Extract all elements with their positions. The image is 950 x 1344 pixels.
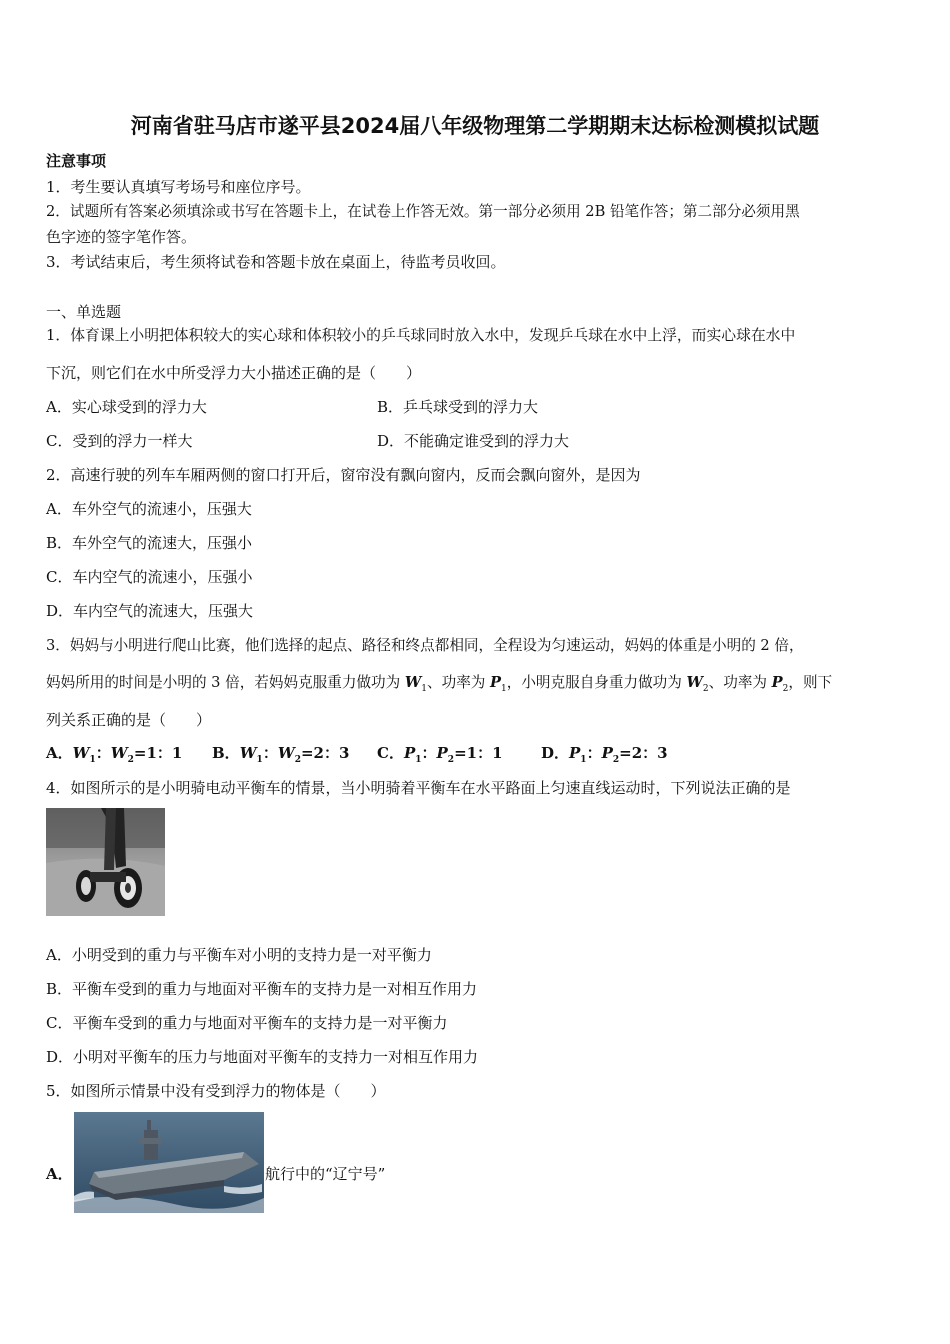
balance-scooter-photo	[46, 808, 165, 916]
question-5-stem: 5．如图所示情景中没有受到浮力的物体是（ ）	[46, 1082, 386, 1100]
question-2-option-a: A．车外空气的流速小，压强大	[46, 500, 252, 518]
question-1-option-a: A．实心球受到的浮力大	[46, 398, 207, 416]
question-3-stem: 列关系正确的是（ ）	[46, 711, 212, 729]
question-2-option-d: D．车内空气的流速大，压强大	[46, 602, 254, 620]
question-2-option-b: B．车外空气的流速大，压强小	[46, 534, 253, 552]
question-3-option-a: A．$W_1$：$W_2=1$：1	[46, 744, 183, 765]
question-1-option-b: B．乒乓球受到的浮力大	[377, 398, 539, 416]
question-2-option-c: C．车内空气的流速小，压强小	[46, 568, 253, 586]
exam-title: 河南省驻马店市遂平县2024届八年级物理第二学期期末达标检测模拟试题	[130, 114, 820, 138]
question-1-stem: 下沉，则它们在水中所受浮力大小描述正确的是（ ）	[46, 364, 422, 382]
question-1-stem: 1．体育课上小明把体积较大的实心球和体积较小的乒乓球同时放入水中，发现乒乓球在水中上浮，而实心球在水中	[46, 327, 796, 344]
notice-item: 1．考生要认真填写考场号和座位序号。	[46, 178, 311, 196]
question-4-option-c: C．平衡车受到的重力与地面对平衡车的支持力是一对平衡力	[46, 1014, 448, 1032]
question-4-option-a: A．小明受到的重力与平衡车对小明的支持力是一对平衡力	[46, 946, 432, 964]
aircraft-carrier-photo	[74, 1112, 264, 1213]
question-4-option-d: D．小明对平衡车的压力与地面对平衡车的支持力一对相互作用力	[46, 1048, 479, 1066]
question-2-stem: 2．高速行驶的列车车厢两侧的窗口打开后，窗帘没有飘向窗内，反而会飘向窗外，是因为	[46, 466, 641, 484]
question-1-option-d: D．不能确定谁受到的浮力大	[377, 432, 570, 450]
question-4-stem: 4．如图所示的是小明骑电动平衡车的情景，当小明骑着平衡车在水平路面上匀速直线运动时，下列说法正确的是	[46, 779, 791, 797]
notice-item: 色字迹的签字笔作答。	[46, 228, 197, 246]
question-1-option-c: C．受到的浮力一样大	[46, 432, 193, 450]
question-3-option-d: D．$P_1$：$P_2=2$：3	[541, 744, 668, 765]
notice-item: 3．考试结束后，考生须将试卷和答题卡放在桌面上，待监考员收回。	[46, 253, 506, 271]
question-3-option-b: B．$W_1$：$W_2=2$：3	[212, 744, 350, 765]
question-5-option-a-label: A．	[46, 1165, 73, 1183]
question-3-option-c: C．$P_1$：$P_2=1$：1	[377, 744, 503, 765]
section-heading: 一、单选题	[46, 303, 122, 321]
question-3-stem: 妈妈所用的时间是小明的 3 倍，若妈妈克服重力做功为 $W_1$、功率为 $P_1$，小明克服自身重力做功为 $W_2$、功率为 $P_2$，则下	[46, 674, 833, 694]
notice-heading: 注意事项	[46, 152, 107, 170]
question-3-stem: 3．妈妈与小明进行爬山比赛，他们选择的起点、路径和终点都相同，全程设为匀速运动，妈妈的体重是小明的 2 倍，	[46, 637, 804, 654]
notice-item: 2．试题所有答案必须填涂或书写在答题卡上，在试卷上作答无效。第一部分必须用 2B 铅笔作答；第二部分必须用黑	[46, 203, 800, 220]
question-5-option-a-text: 航行中的“辽宁号”	[265, 1165, 386, 1183]
question-4-option-b: B．平衡车受到的重力与地面对平衡车的支持力是一对相互作用力	[46, 980, 478, 998]
